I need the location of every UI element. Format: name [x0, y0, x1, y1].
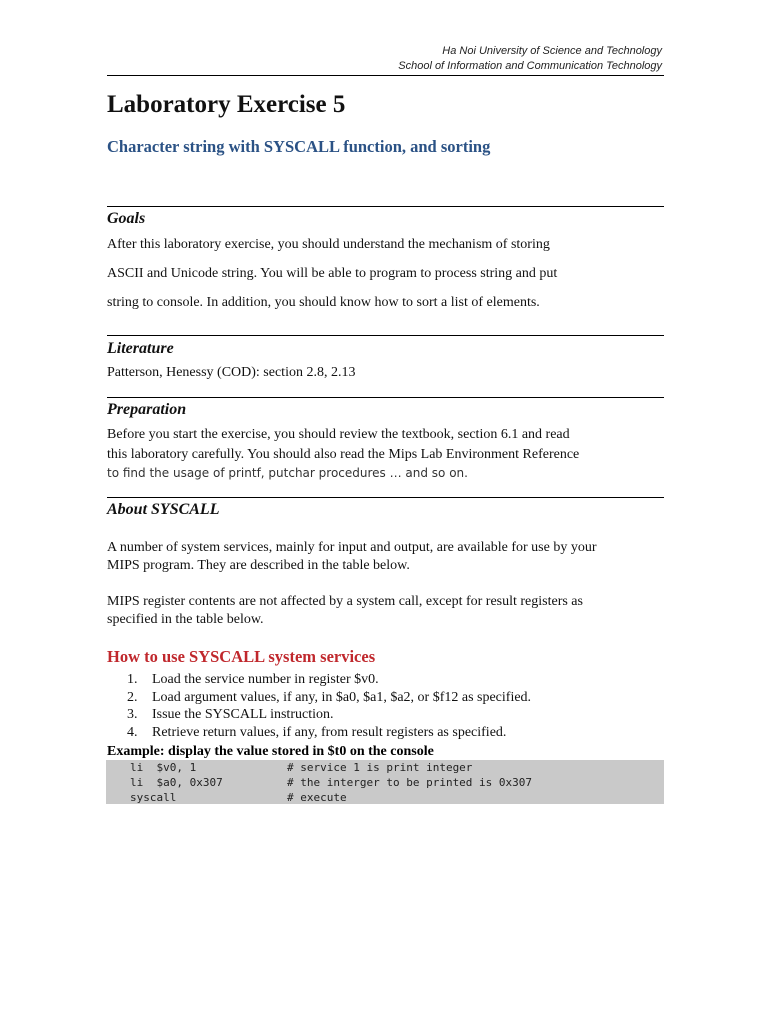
literature-divider	[107, 335, 664, 336]
code-block	[106, 760, 664, 804]
code-comment: # the interger to be printed is 0x307	[287, 776, 533, 789]
code-instruction: li $v0, 1	[130, 761, 197, 774]
step-text: Load the service number in register $v0.	[152, 672, 379, 687]
school-name: School of Information and Communication Technology	[398, 60, 662, 72]
step-number: 4.	[127, 724, 138, 740]
code-line	[130, 790, 347, 805]
list-item	[127, 671, 647, 689]
code-line	[130, 775, 532, 790]
code-comment: # execute	[287, 791, 347, 804]
goals-heading: Goals	[107, 210, 146, 227]
code-comment: # service 1 is print integer	[287, 761, 473, 774]
preparation-line: Before you start the exercise, you should review the textbook, section 6.1 and read	[107, 427, 570, 442]
steps-list	[127, 671, 647, 741]
preparation-divider	[107, 397, 664, 398]
document-title: Laboratory Exercise 5	[107, 91, 346, 118]
goals-line: ASCII and Unicode string. You will be able to program to process string and put	[107, 266, 558, 281]
about-paragraph-2	[107, 593, 667, 629]
literature-heading: Literature	[107, 340, 174, 357]
step-number: 1.	[127, 672, 138, 687]
list-item	[127, 689, 647, 707]
step-text: Issue the SYSCALL instruction.	[152, 707, 334, 722]
code-instruction: syscall	[130, 791, 177, 804]
step-text: Load argument values, if any, in $a0, $a1, $a2, or $f12 as specified.	[152, 689, 532, 705]
about-line: A number of system services, mainly for input and output, are available for use by your	[107, 540, 597, 555]
goals-divider	[107, 206, 664, 207]
preparation-heading: Preparation	[107, 401, 187, 418]
goals-paragraph	[107, 230, 667, 317]
about-line: MIPS program. They are described in the table below.	[107, 558, 410, 573]
how-to-heading: How to use SYSCALL system services	[107, 647, 376, 666]
page-header	[242, 44, 662, 74]
step-number: 2.	[127, 689, 138, 705]
list-item	[127, 724, 647, 742]
about-line: specified in the table below.	[107, 612, 264, 627]
document-subtitle: Character string with SYSCALL function, and sorting	[107, 137, 491, 156]
code-instruction: li $a0, 0x307	[130, 776, 223, 789]
about-paragraph-1	[107, 539, 667, 575]
university-name: Ha Noi University of Science and Technology	[442, 45, 662, 57]
about-line: MIPS register contents are not affected by a system call, except for result registers as	[107, 594, 583, 609]
goals-line: After this laboratory exercise, you should understand the mechanism of storing	[107, 237, 550, 252]
step-number: 3.	[127, 707, 138, 722]
code-line	[130, 760, 472, 775]
preparation-paragraph	[107, 425, 667, 484]
preparation-line: this laboratory carefully. You should also read the Mips Lab Environment Reference	[107, 446, 580, 462]
about-divider	[107, 497, 664, 498]
literature-text: Patterson, Henessy (COD): section 2.8, 2.13	[107, 365, 356, 380]
about-syscall-heading: About SYSCALL	[107, 501, 220, 518]
goals-line: string to console. In addition, you should know how to sort a list of elements.	[107, 295, 540, 310]
preparation-line: to find the usage of printf, putchar procedures … and so on.	[107, 466, 468, 480]
step-text: Retrieve return values, if any, from result registers as specified.	[152, 724, 507, 740]
list-item	[127, 706, 647, 724]
example-label: Example: display the value stored in $t0 on the console	[107, 744, 434, 759]
header-divider	[107, 75, 664, 76]
